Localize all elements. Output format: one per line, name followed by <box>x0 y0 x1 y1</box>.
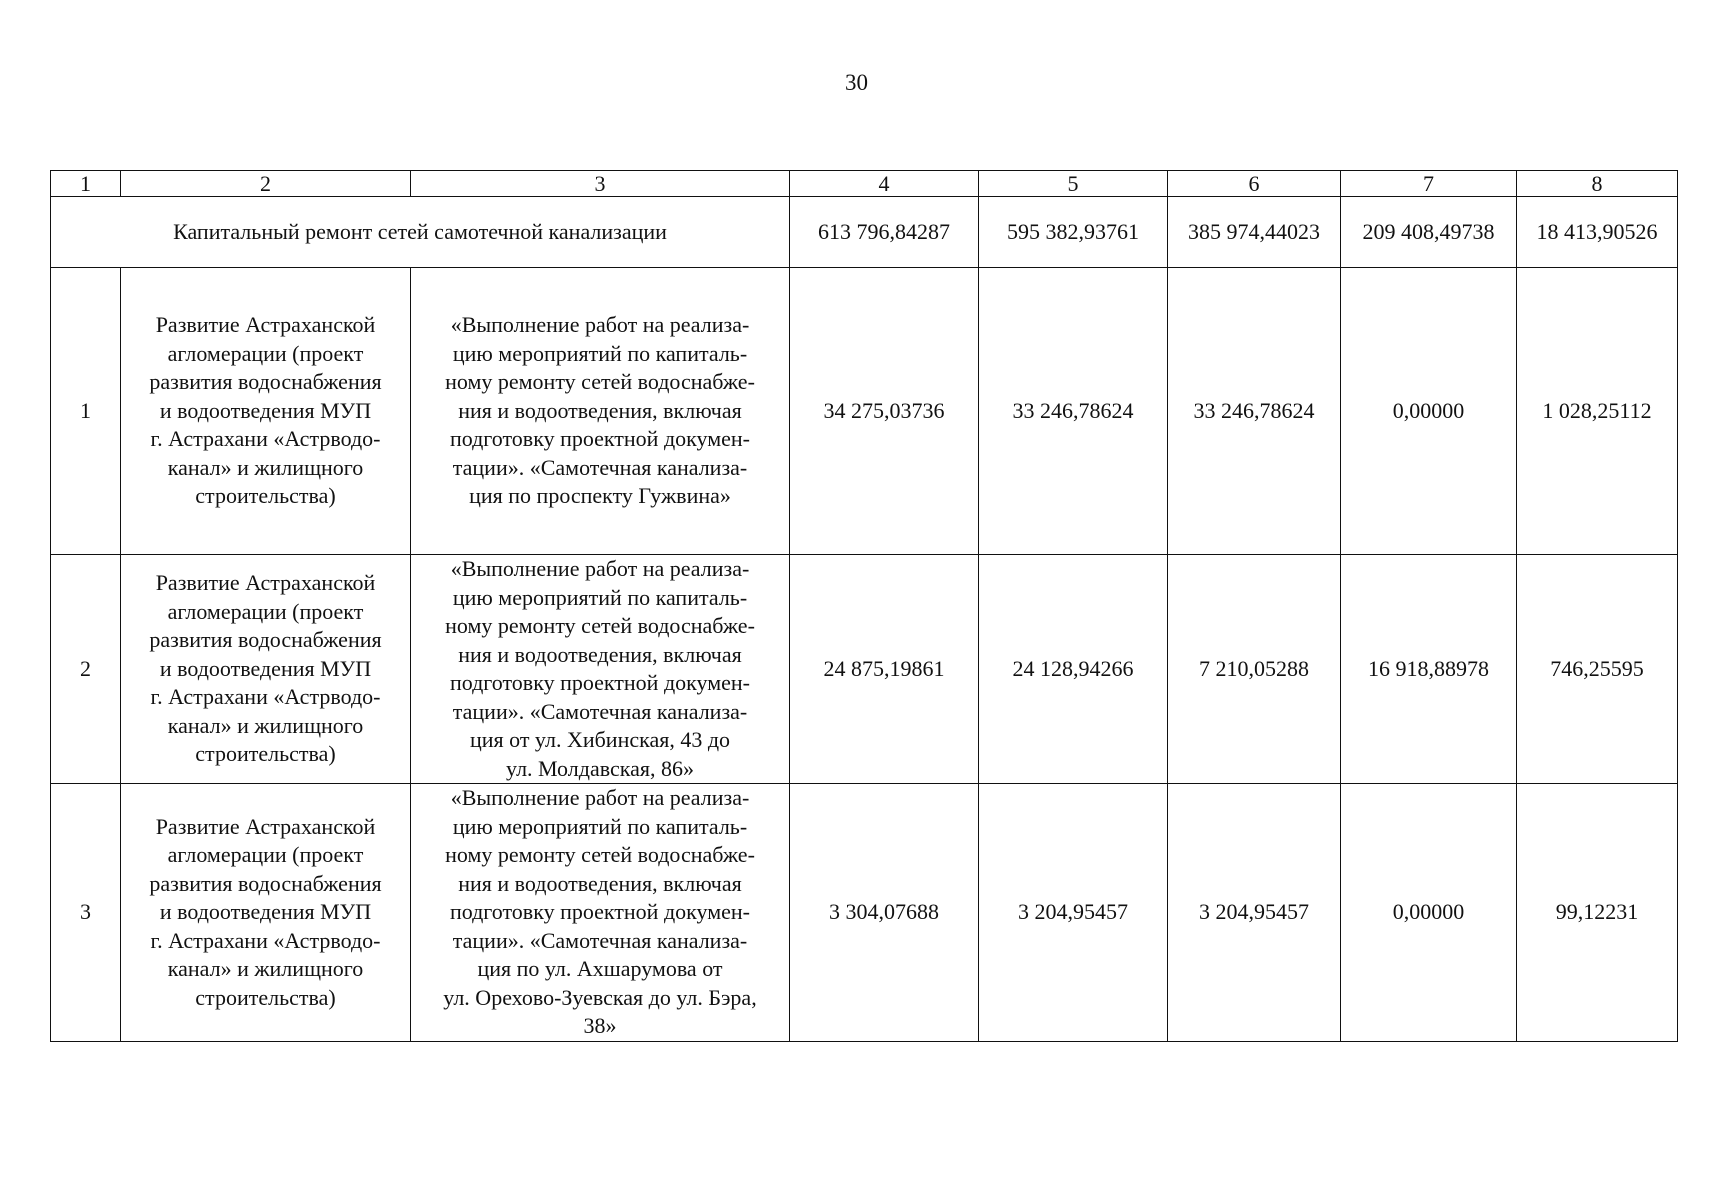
object-line: подготовку проектной докумен- <box>449 670 751 695</box>
capital-repair-table <box>50 170 1678 1042</box>
total-value: 385 974,44023 <box>1168 197 1341 268</box>
total-row-label: Капитальный ремонт сетей самотечной канализации <box>51 197 790 268</box>
object-line: тации». «Самотечная канализа- <box>452 698 748 724</box>
row-number: 1 <box>51 268 121 555</box>
program-line: строительства) <box>195 483 336 509</box>
object-line: ния и водоотведения, включая <box>458 641 742 667</box>
program-line: канал» и жилищного <box>167 454 364 480</box>
column-number: 6 <box>1168 171 1341 197</box>
object-line: 38» <box>583 1013 617 1038</box>
value-cell: 3 304,07688 <box>790 784 979 1042</box>
object-line: ция от ул. Хибинская, 43 до <box>469 727 731 752</box>
object-cell <box>411 784 790 1042</box>
program-line: агломерации (проект <box>167 842 364 867</box>
object-line: ному ремонту сетей водоснабже- <box>445 842 755 867</box>
object-line: ул. Орехово-Зуевская до ул. Бэра, <box>443 984 757 1010</box>
value-cell: 24 875,19861 <box>790 555 979 784</box>
value-cell: 746,25595 <box>1517 555 1678 784</box>
total-value: 595 382,93761 <box>979 197 1168 268</box>
value-cell: 0,00000 <box>1341 268 1517 555</box>
value-cell: 16 918,88978 <box>1341 555 1517 784</box>
value-cell: 33 246,78624 <box>1168 268 1341 555</box>
program-line: агломерации (проект <box>167 340 364 366</box>
column-number: 3 <box>411 171 790 197</box>
object-line: цию мероприятий по капиталь- <box>452 584 748 610</box>
value-cell: 33 246,78624 <box>979 268 1168 555</box>
program-line: и водоотведения МУП <box>159 397 372 423</box>
program-line: г. Астрахани «Астрводо- <box>150 684 381 710</box>
value-cell: 34 275,03736 <box>790 268 979 555</box>
object-cell <box>411 268 790 555</box>
total-row <box>51 197 1678 268</box>
row-number: 3 <box>51 784 121 1042</box>
object-line: ному ремонту сетей водоснабже- <box>445 369 755 395</box>
object-line: подготовку проектной докумен- <box>449 426 751 452</box>
object-line: ул. Молдавская, 86» <box>506 755 694 781</box>
table-row <box>51 268 1678 555</box>
total-value: 18 413,90526 <box>1517 197 1678 268</box>
program-line: и водоотведения МУП <box>159 899 372 924</box>
object-line: тации». «Самотечная канализа- <box>452 927 748 953</box>
object-line: «Выполнение работ на реализа- <box>450 785 750 810</box>
object-line: цию мероприятий по капиталь- <box>452 813 748 839</box>
table-row <box>51 784 1678 1042</box>
program-line: канал» и жилищного <box>167 956 364 981</box>
column-number: 2 <box>121 171 411 197</box>
object-line: «Выполнение работ на реализа- <box>450 556 750 581</box>
object-line: подготовку проектной докумен- <box>449 899 751 924</box>
value-cell: 1 028,25112 <box>1517 268 1678 555</box>
program-line: Развитие Астраханской <box>155 813 376 839</box>
program-line: г. Астрахани «Астрводо- <box>150 426 381 452</box>
value-cell: 7 210,05288 <box>1168 555 1341 784</box>
value-cell: 24 128,94266 <box>979 555 1168 784</box>
object-cell <box>411 555 790 784</box>
column-number-row <box>51 171 1678 197</box>
program-line: развития водоснабжения <box>149 369 382 395</box>
program-cell <box>121 784 411 1042</box>
program-line: г. Астрахани «Астрводо- <box>150 927 381 953</box>
program-line: развития водоснабжения <box>149 870 382 896</box>
program-line: Развитие Астраханской <box>155 570 376 596</box>
total-value: 209 408,49738 <box>1341 197 1517 268</box>
program-line: строительства) <box>195 984 336 1010</box>
column-number: 4 <box>790 171 979 197</box>
row-number: 2 <box>51 555 121 784</box>
object-line: ному ремонту сетей водоснабже- <box>445 613 755 638</box>
object-line: цию мероприятий по капиталь- <box>452 340 748 366</box>
program-cell <box>121 555 411 784</box>
program-line: строительства) <box>195 741 336 767</box>
value-cell: 3 204,95457 <box>1168 784 1341 1042</box>
object-line: ния и водоотведения, включая <box>458 397 742 423</box>
column-number: 1 <box>51 171 121 197</box>
object-line: тации». «Самотечная канализа- <box>452 454 748 480</box>
object-line: ция по ул. Ахшарумова от <box>477 956 723 981</box>
program-line: Развитие Астраханской <box>155 312 376 338</box>
program-line: и водоотведения МУП <box>159 655 372 681</box>
value-cell: 99,12231 <box>1517 784 1678 1042</box>
column-number: 7 <box>1341 171 1517 197</box>
total-value: 613 796,84287 <box>790 197 979 268</box>
value-cell: 3 204,95457 <box>979 784 1168 1042</box>
page-number: 30 <box>845 70 868 95</box>
object-line: «Выполнение работ на реализа- <box>450 312 750 338</box>
program-line: канал» и жилищного <box>167 712 364 738</box>
program-cell <box>121 268 411 555</box>
program-line: агломерации (проект <box>167 598 364 624</box>
column-number: 5 <box>979 171 1168 197</box>
program-line: развития водоснабжения <box>149 627 382 653</box>
table-row <box>51 555 1678 784</box>
column-number: 8 <box>1517 171 1678 197</box>
object-line: ция по проспекту Гужвина» <box>469 483 731 509</box>
value-cell: 0,00000 <box>1341 784 1517 1042</box>
object-line: ния и водоотведения, включая <box>458 870 742 896</box>
